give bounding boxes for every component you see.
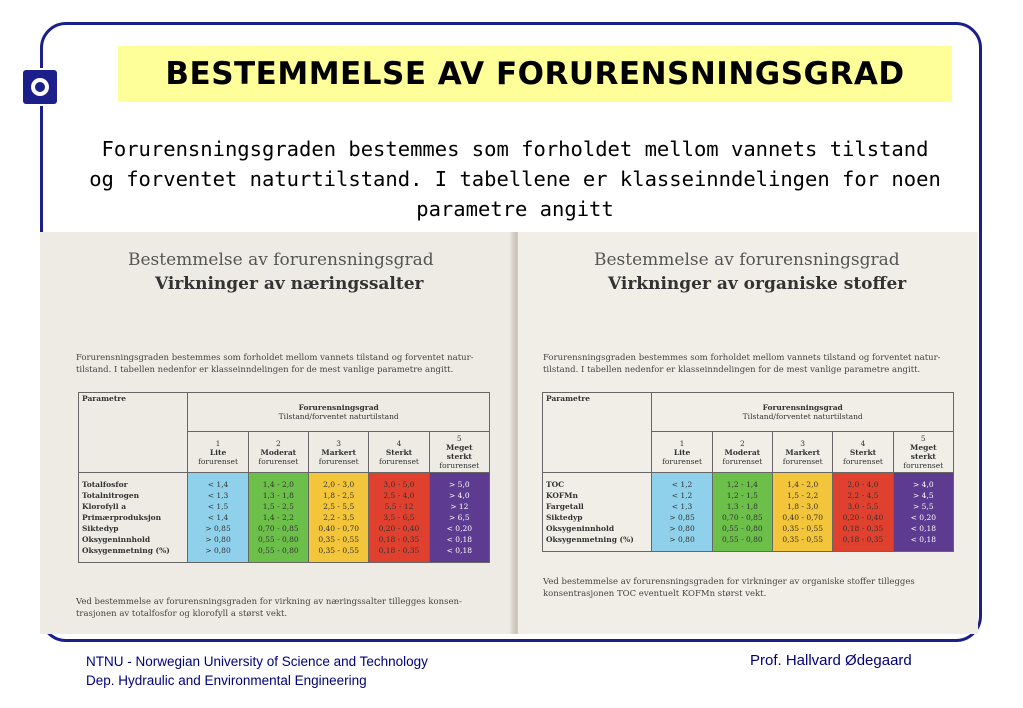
footer-line-2: Dep. Hydraulic and Environmental Engineering	[86, 673, 367, 688]
title-banner	[118, 46, 952, 102]
class-header-5: 5 Meget sterkt forurenset	[893, 432, 953, 473]
class-header-3: 3 Markert forurenset	[309, 432, 369, 473]
book-page-left	[40, 232, 515, 634]
class-value: 2,0 - 4,0	[847, 480, 879, 489]
ntnu-logo	[19, 68, 61, 106]
footer-author: Prof. Hallvard Ødegaard	[750, 652, 912, 669]
slide-intro	[60, 134, 970, 224]
class-value: 1,4 - 2,0	[787, 480, 819, 489]
class-2-values	[712, 473, 772, 552]
class-value: 0,35 - 0,55	[318, 535, 360, 544]
param-name: Totalnitrogen	[82, 491, 140, 500]
class-value: 1,5 - 2,2	[787, 491, 819, 500]
right-page-intro: Forurensningsgraden bestemmes som forholdet mellom vannets tilstand og forventet natur- tilstand. I tabellen nedenfor er klasseinndelingen for de mest vanlige parametre angitt.	[543, 353, 941, 375]
class-value: 5,5 - 12	[384, 502, 414, 511]
class-value: < 1,3	[207, 491, 229, 500]
class-value: 2,2 - 4,5	[847, 491, 879, 500]
class-value: 0,35 - 0,55	[782, 535, 824, 544]
class-value: > 4,0	[913, 480, 934, 489]
intro-line-2: og forventet naturtilstand. I tabellene er klasseinndelingen for noen	[89, 167, 941, 191]
class-value: < 0,18	[446, 546, 472, 555]
class-value: > 4,5	[913, 491, 934, 500]
class-value: 0,35 - 0,55	[318, 546, 360, 555]
class-2-values	[248, 473, 308, 563]
param-name: Siktedyp	[82, 524, 119, 533]
param-name: Oksygeninnhold	[546, 524, 615, 533]
table-param-list	[79, 473, 188, 563]
param-name: Totalfosfor	[82, 480, 128, 489]
class-value: < 0,18	[446, 535, 472, 544]
book-page-right	[518, 232, 978, 634]
class-value: > 6,5	[449, 513, 470, 522]
class-value: 0,70 - 0,85	[722, 513, 763, 522]
class-value: < 1,4	[207, 513, 229, 522]
class-value: < 0,20	[910, 513, 936, 522]
class-value: 1,8 - 2,5	[323, 491, 355, 500]
class-header-2: 2 Moderat forurenset	[248, 432, 308, 473]
class-value: 2,5 - 4,0	[383, 491, 415, 500]
class-header-1: 1 Lite forurenset	[188, 432, 248, 473]
intro-line-1: Forurensningsgraden bestemmes som forholdet mellom vannets tilstand	[101, 137, 929, 161]
class-value: 0,20 - 0,40	[378, 524, 420, 533]
class-value: 0,18 - 0,35	[842, 535, 884, 544]
class-value: 2,5 - 5,5	[323, 502, 355, 511]
class-value: 0,40 - 0,70	[782, 513, 824, 522]
param-name: Klorofyll a	[82, 502, 127, 511]
class-value: > 0,80	[669, 535, 695, 544]
table-header-params: Parametre	[543, 393, 652, 473]
class-value: < 1,2	[671, 491, 693, 500]
right-classification-table	[542, 392, 954, 552]
class-header-5: 5 Meget sterkt forurenset	[429, 432, 489, 473]
class-value: 1,4 - 2,2	[262, 513, 294, 522]
left-classification-table	[78, 392, 490, 563]
class-value: 0,70 - 0,85	[258, 524, 299, 533]
class-value: 1,5 - 2,5	[262, 502, 294, 511]
right-page-heading: Bestemmelse av forurensningsgrad	[594, 250, 900, 270]
class-value: 0,35 - 0,55	[782, 524, 824, 533]
class-value: < 1,4	[207, 480, 229, 489]
class-value: > 5,5	[913, 502, 934, 511]
class-value: < 1,2	[671, 480, 693, 489]
class-value: 1,2 - 1,4	[726, 480, 758, 489]
left-page-subheading: Virkninger av næringssalter	[155, 274, 424, 294]
class-value: < 1,5	[207, 502, 229, 511]
table-param-list	[543, 473, 652, 552]
left-page-heading: Bestemmelse av forurensningsgrad	[128, 250, 434, 270]
table-header-params: Parametre	[79, 393, 188, 473]
class-header-3: 3 Markert forurenset	[773, 432, 833, 473]
class-1-values	[188, 473, 248, 563]
class-value: 1,3 - 1,8	[726, 502, 758, 511]
class-1-values	[652, 473, 712, 552]
class-5-values	[429, 473, 489, 563]
class-value: 0,55 - 0,80	[722, 524, 763, 533]
param-name: TOC	[546, 480, 565, 489]
class-value: 0,20 - 0,40	[842, 513, 884, 522]
footer-institution	[86, 652, 428, 690]
class-value: 0,40 - 0,70	[318, 524, 360, 533]
class-header-4: 4 Sterkt forurenset	[369, 432, 429, 473]
param-name: Siktedyp	[546, 513, 583, 522]
class-3-values	[309, 473, 369, 563]
left-page-note: Ved bestemmelse av forurensningsgraden for virkning av næringssalter tillegges konsen- trasjonen av totalfosfor og klorofyll a størst vekt.	[76, 597, 462, 619]
class-value: 3,0 - 5,0	[383, 480, 415, 489]
footer-line-1: NTNU - Norwegian University of Science and Technology	[86, 654, 428, 669]
logo-square-icon	[23, 70, 57, 104]
slide-title: BESTEMMELSE AV FORURENSNINGSGRAD	[165, 56, 905, 92]
class-value: > 5,0	[449, 480, 470, 489]
class-value: < 0,20	[446, 524, 472, 533]
left-page-intro: Forurensningsgraden bestemmes som forholdet mellom vannets tilstand og forventet natur- tilstand. I tabellen nedenfor er klasseinndelingen for de mest vanlige parametre angitt.	[76, 353, 474, 375]
class-value: < 1,3	[671, 502, 693, 511]
class-value: > 0,85	[669, 513, 695, 522]
param-name: Oksygenmetning (%)	[82, 546, 170, 555]
class-4-values	[369, 473, 429, 563]
class-value: 2,2 - 3,5	[323, 513, 355, 522]
class-value: 0,18 - 0,35	[378, 535, 420, 544]
right-page-subheading: Virkninger av organiske stoffer	[608, 274, 907, 294]
class-5-values	[893, 473, 953, 552]
class-value: 0,55 - 0,80	[258, 535, 299, 544]
class-value: 0,18 - 0,35	[378, 546, 420, 555]
class-header-2: 2 Moderat forurenset	[712, 432, 772, 473]
class-header-1: 1 Lite forurenset	[652, 432, 712, 473]
class-value: > 4,0	[449, 491, 470, 500]
class-value: 3,0 - 5,5	[847, 502, 879, 511]
class-value: < 0,18	[910, 535, 936, 544]
class-value: > 0,80	[669, 524, 695, 533]
intro-line-3: parametre angitt	[416, 197, 614, 221]
class-value: 0,55 - 0,80	[258, 546, 299, 555]
class-value: 1,3 - 1,8	[262, 491, 294, 500]
class-value: 1,8 - 3,0	[787, 502, 819, 511]
class-value: 1,2 - 1,5	[726, 491, 758, 500]
param-name: Oksygeninnhold	[82, 535, 151, 544]
class-value: 0,18 - 0,35	[842, 524, 884, 533]
class-value: 0,55 - 0,80	[722, 535, 763, 544]
class-value: > 0,80	[205, 535, 231, 544]
book-photo	[40, 232, 978, 634]
class-value: > 12	[450, 502, 469, 511]
class-value: > 0,80	[205, 546, 231, 555]
table-header-group: Forurensningsgrad Tilstand/forventet naturtilstand	[652, 393, 954, 432]
class-value: 2,0 - 3,0	[323, 480, 355, 489]
class-value: < 0,18	[910, 524, 936, 533]
param-name: KOFMn	[546, 491, 578, 500]
table-header-group: Forurensningsgrad Tilstand/forventet naturtilstand	[188, 393, 490, 432]
class-value: > 0,85	[205, 524, 231, 533]
param-name: Fargetall	[546, 502, 584, 511]
class-3-values	[773, 473, 833, 552]
param-name: Oksygenmetning (%)	[546, 535, 634, 544]
class-value: 1,4 - 2,0	[262, 480, 294, 489]
class-header-4: 4 Sterkt forurenset	[833, 432, 893, 473]
param-name: Primærproduksjon	[82, 513, 162, 522]
class-4-values	[833, 473, 893, 552]
right-page-note: Ved bestemmelse av forurensningsgraden for virkninger av organiske stoffer tillegges konsentrasjonen TOC eventuelt KOFMn størst vekt.	[543, 577, 915, 599]
class-value: 3,5 - 6,5	[383, 513, 415, 522]
